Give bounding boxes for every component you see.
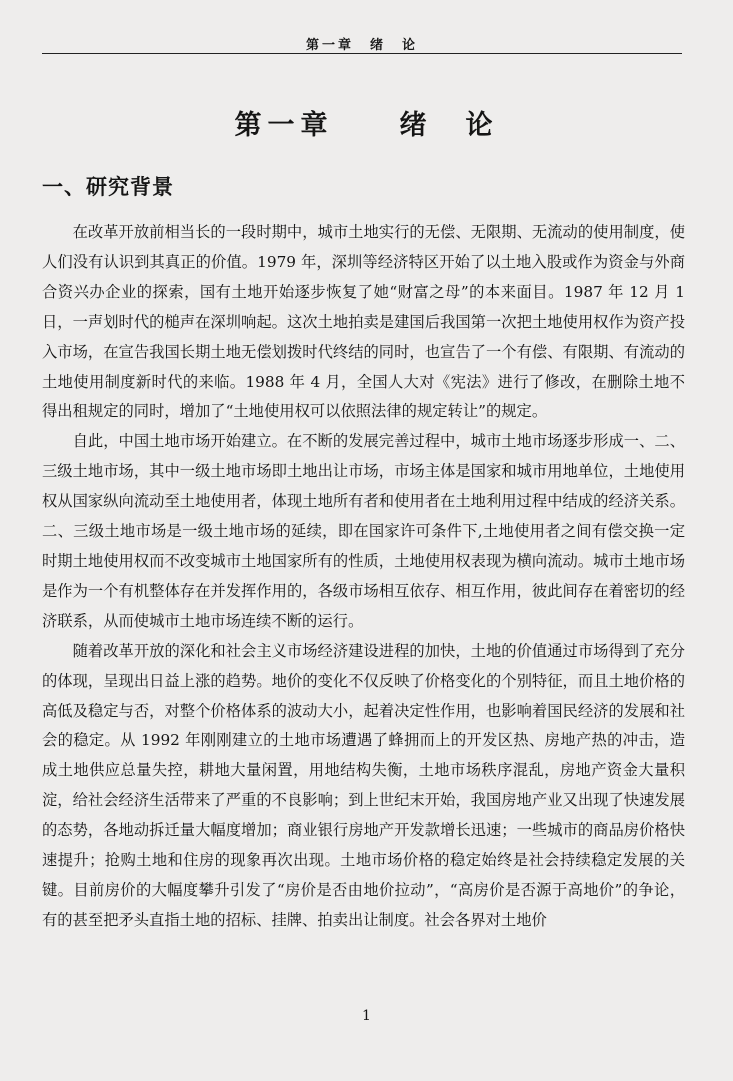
running-header: 第一章 绪 论 [305,38,418,53]
chapter-title: 第一章 绪 论 [234,110,499,141]
paragraph: 在改革开放前相当长的一段时期中，城市土地实行的无偿、无限期、无流动的使用制度，使人们没有认识到其真正的价值。1979 年，深圳等经济特区开始了以土地入股或作为资金与外商合资兴办企业的探索，国有土地开始逐步恢复了她“财富之母”的本来面目。1987 年 12 月 1 日，一声划时代的槌声在深圳响起。这次土地拍卖是建国后我国第一次把土地使用权作为资产投入市场，在宣告我国长期土地无偿划拨时代终结的同时，也宣告了一个有偿、有限期、有流动的土地使用制度新时代的来临。1988 年 4 月，全国人大对《宪法》进行了修改，在删除土地不得出租规定的同时，增加了“土地使用权可以依照法律的规定转让”的规定。 [42,223,685,421]
section-title: 一、研究背景 [42,175,174,199]
page-number: 1 [362,1008,371,1024]
paragraph: 随着改革开放的深化和社会主义市场经济建设进程的加快，土地的价值通过市场得到了充分的体现，呈现出日益上涨的趋势。地价的变化不仅反映了价格变化的个别特征，而且土地价格的高低及稳定与否，对整个价格体系的波动大小，起着决定性作用，也影响着国民经济的发展和社会的稳定。从 1992 年刚刚建立的土地市场遭遇了蜂拥而上的开发区热、房地产热的冲击，造成土地供应总量失控，耕地大量闲置，用地结构失衡，土地市场秩序混乱，房地产资金大量积淀，给社会经济生活带来了严重的不良影响；到上世纪末开始，我国房地产业又出现了快速发展的态势，各地动拆迁量大幅度增加；商业银行房地产开发款增长迅速；一些城市的商品房价格快速提升；抢购土地和住房的现象再次出现。土地市场价格的稳定始终是社会持续稳定发展的关键。目前房价的大幅度攀升引发了“房价是否由地价拉动”，“高房价是否源于高地价”的争论，有的甚至把矛头直指土地的招标、挂牌、拍卖出让制度。社会各界对土地价 [42,641,685,929]
body-text [42,218,685,936]
header-rule [42,53,682,54]
paragraph: 自此，中国土地市场开始建立。在不断的发展完善过程中，城市土地市场逐步形成一、二、三级土地市场，其中一级土地市场即土地出让市场，市场主体是国家和城市用地单位，土地使用权从国家纵向流动至土地使用者，体现土地所有者和使用者在土地利用过程中结成的经济关系。二、三级土地市场是一级土地市场的延续，即在国家许可条件下,土地使用者之间有偿交换一定时期土地使用权而不改变城市土地国家所有的性质，土地使用权表现为横向流动。城市土地市场是作为一个有机整体存在并发挥作用的，各级市场相互依存、相互作用，彼此间存在着密切的经济联系，从而使城市土地市场连续不断的运行。 [42,432,685,630]
